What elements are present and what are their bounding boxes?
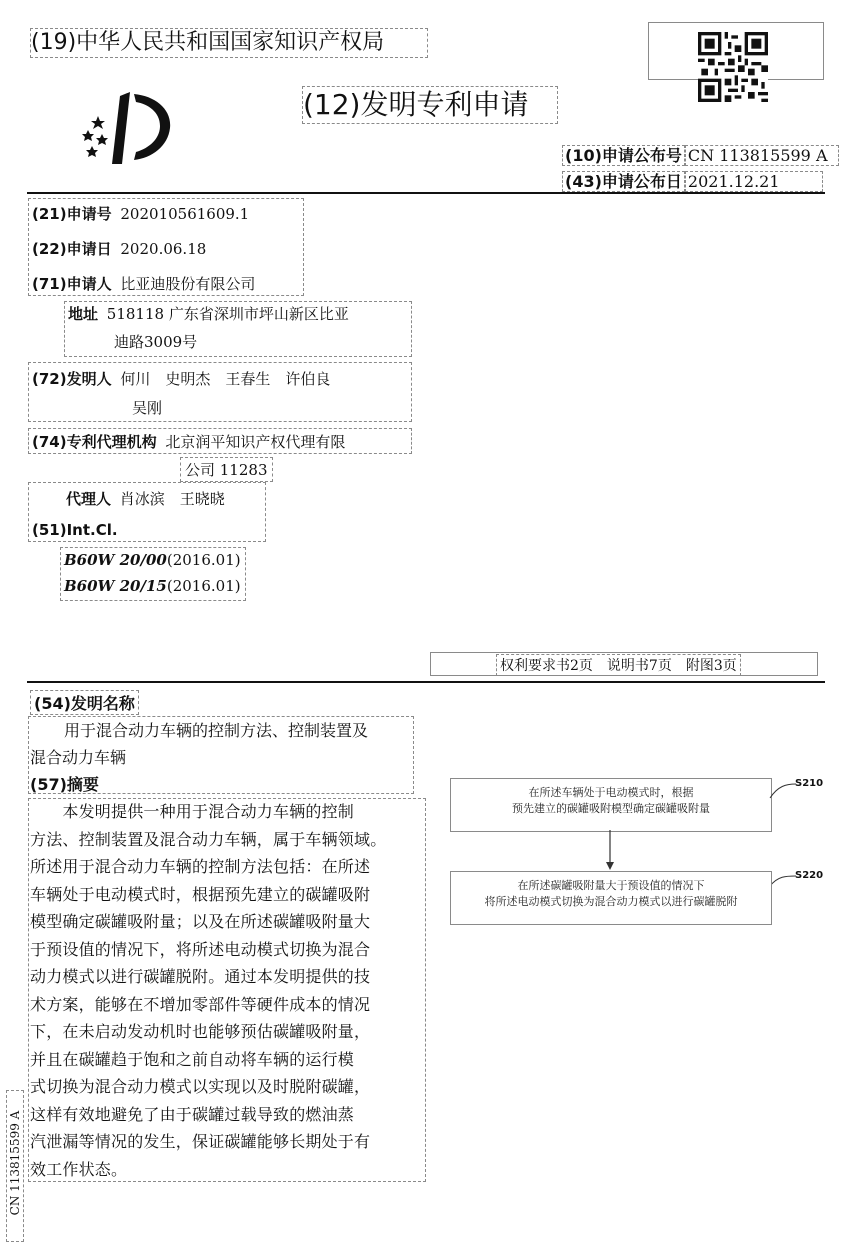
- ipc-label: Int.Cl.: [66, 521, 118, 539]
- abstract-line: 方法、控制装置及混合动力车辆，属于车辆领域。: [30, 829, 387, 849]
- title-line2: 混合动力车辆: [30, 748, 127, 767]
- abstract-heading: [30, 772, 99, 795]
- abstract-line: 车辆处于电动模式时，根据预先建立的碳罐吸附: [30, 884, 371, 904]
- ipc-entry-1: [64, 551, 241, 569]
- app-date-code: (22): [32, 240, 67, 258]
- agent-label: 代理人: [66, 490, 112, 508]
- abstract-line: 并且在碳罐趋于饱和之前自动将车辆的运行模: [30, 1049, 355, 1069]
- agency-line2: 公司 11283: [180, 457, 273, 482]
- pub-no-code: (10): [565, 146, 602, 165]
- ipc-version: (2016.01): [166, 577, 241, 595]
- publication-date-row: [562, 169, 823, 192]
- address-label: 地址: [68, 305, 99, 323]
- office-name: 中华人民共和国国家知识产权局: [76, 30, 385, 55]
- ipc-version: (2016.01): [166, 551, 241, 569]
- office-code: (19): [31, 30, 77, 55]
- applicant-code: (71): [32, 275, 67, 293]
- main-divider: [27, 681, 825, 683]
- inventors-label: 发明人: [66, 370, 112, 388]
- application-number-row: [32, 203, 249, 224]
- step2-label: S220: [795, 870, 824, 881]
- qr-code-icon: [698, 32, 768, 102]
- inventors-code: (72): [32, 370, 67, 388]
- step1-line1: 在所述车辆处于电动模式时，根据: [528, 786, 694, 799]
- app-no-code: (21): [32, 205, 67, 223]
- publication-number: CN 113815599 A: [685, 145, 839, 166]
- abstract-line: 术方案，能够在不增加零部件等硬件成本的情况: [30, 994, 371, 1014]
- doc-type: 发明专利申请: [360, 88, 529, 121]
- abstract-text: [30, 798, 424, 1178]
- ipc-code: (51): [32, 521, 67, 539]
- abstract-line: 所述用于混合动力车辆的控制方法包括：在所述: [30, 857, 371, 876]
- inventors-row: [32, 368, 330, 389]
- abstract-line: 式切换为混合动力模式以实现以及时脱附碳罐，: [30, 1077, 371, 1096]
- patent-office-logo-icon: [76, 88, 176, 168]
- header-divider: [27, 192, 825, 194]
- agency-label: 专利代理机构: [66, 433, 157, 451]
- applicant-row: [32, 273, 255, 294]
- app-date-label: 申请日: [66, 240, 112, 258]
- agency-row: [32, 431, 345, 452]
- abstract-code: (57): [30, 775, 67, 794]
- document-type: [302, 86, 558, 124]
- publication-number-row: [562, 143, 839, 166]
- abstract-line: 汽泄漏等情况的发生，保证碳罐能够长期处于有: [30, 1132, 371, 1151]
- abstract-line: 模型确定碳罐吸附量；以及在所述碳罐吸附量大: [30, 912, 371, 931]
- title-label: 发明名称: [70, 694, 135, 713]
- step2-line1: 在所述碳罐吸附量大于预设值的情况下: [517, 879, 705, 892]
- step2-line2: 将所述电动模式切换为混合动力模式以进行碳罐脱附: [484, 895, 738, 908]
- title-heading: [30, 690, 139, 715]
- address-row: [68, 303, 349, 324]
- address-line1: 518118 广东省深圳市坪山新区比亚: [106, 305, 349, 323]
- title-code: (54): [34, 694, 71, 713]
- inventors-line1: 何川 史明杰 王春生 许伯良: [120, 370, 331, 388]
- side-publication-label: CN 113815599 A: [8, 1110, 22, 1216]
- abstract-line: 这样有效地避免了由于碳罐过载导致的燃油蒸: [30, 1104, 355, 1124]
- step1-label: S210: [795, 778, 824, 789]
- publication-date: 2021.12.21: [685, 171, 823, 192]
- abstract-line: 动力模式以进行碳罐脱附。通过本发明提供的技: [30, 967, 371, 986]
- agent-names: 肖冰滨 王晓晓: [119, 490, 225, 508]
- applicant-label: 申请人: [66, 275, 112, 293]
- office-header: [30, 28, 428, 58]
- ipc-entry-2: [64, 577, 241, 595]
- pub-no-label: 申请公布号: [601, 146, 682, 165]
- application-date: 2020.06.18: [120, 240, 207, 258]
- pub-date-code: (43): [565, 172, 602, 191]
- abstract-line: 于预设值的情况下，将所述电动模式切换为混合: [30, 939, 371, 959]
- agents-row: [66, 488, 225, 509]
- abstract-line: 效工作状态。: [30, 1159, 128, 1179]
- abstract-line: 下，在未启动发动机时也能够预估碳罐吸附量，: [30, 1022, 371, 1041]
- abstract-label: 摘要: [66, 775, 99, 794]
- address-line2: 迪路3009号: [114, 333, 198, 351]
- agency-line1: 北京润平知识产权代理有限: [165, 433, 346, 451]
- ipc-row: [32, 521, 118, 539]
- ipc-class: B60W 20/15: [64, 577, 167, 595]
- ipc-class: B60W 20/00: [64, 551, 167, 569]
- doc-type-code: (12): [303, 88, 361, 121]
- agency-code: (74): [32, 433, 67, 451]
- applicant-name: 比亚迪股份有限公司: [120, 275, 256, 293]
- flowchart-step-s220: [450, 871, 772, 925]
- pub-date-label: 申请公布日: [601, 172, 682, 191]
- inventors-line2: 吴刚: [132, 399, 163, 417]
- app-no-label: 申请号: [66, 205, 112, 223]
- pages-info: 权利要求书2页 说明书7页 附图3页: [496, 654, 741, 676]
- application-date-row: [32, 238, 206, 259]
- title-line1: 用于混合动力车辆的控制方法、控制装置及: [64, 721, 369, 740]
- application-number: 202010561609.1: [120, 205, 250, 223]
- abstract-line: 本发明提供一种用于混合动力车辆的控制: [30, 802, 355, 821]
- step1-line2: 预先建立的碳罐吸附模型确定碳罐吸附量: [512, 802, 710, 815]
